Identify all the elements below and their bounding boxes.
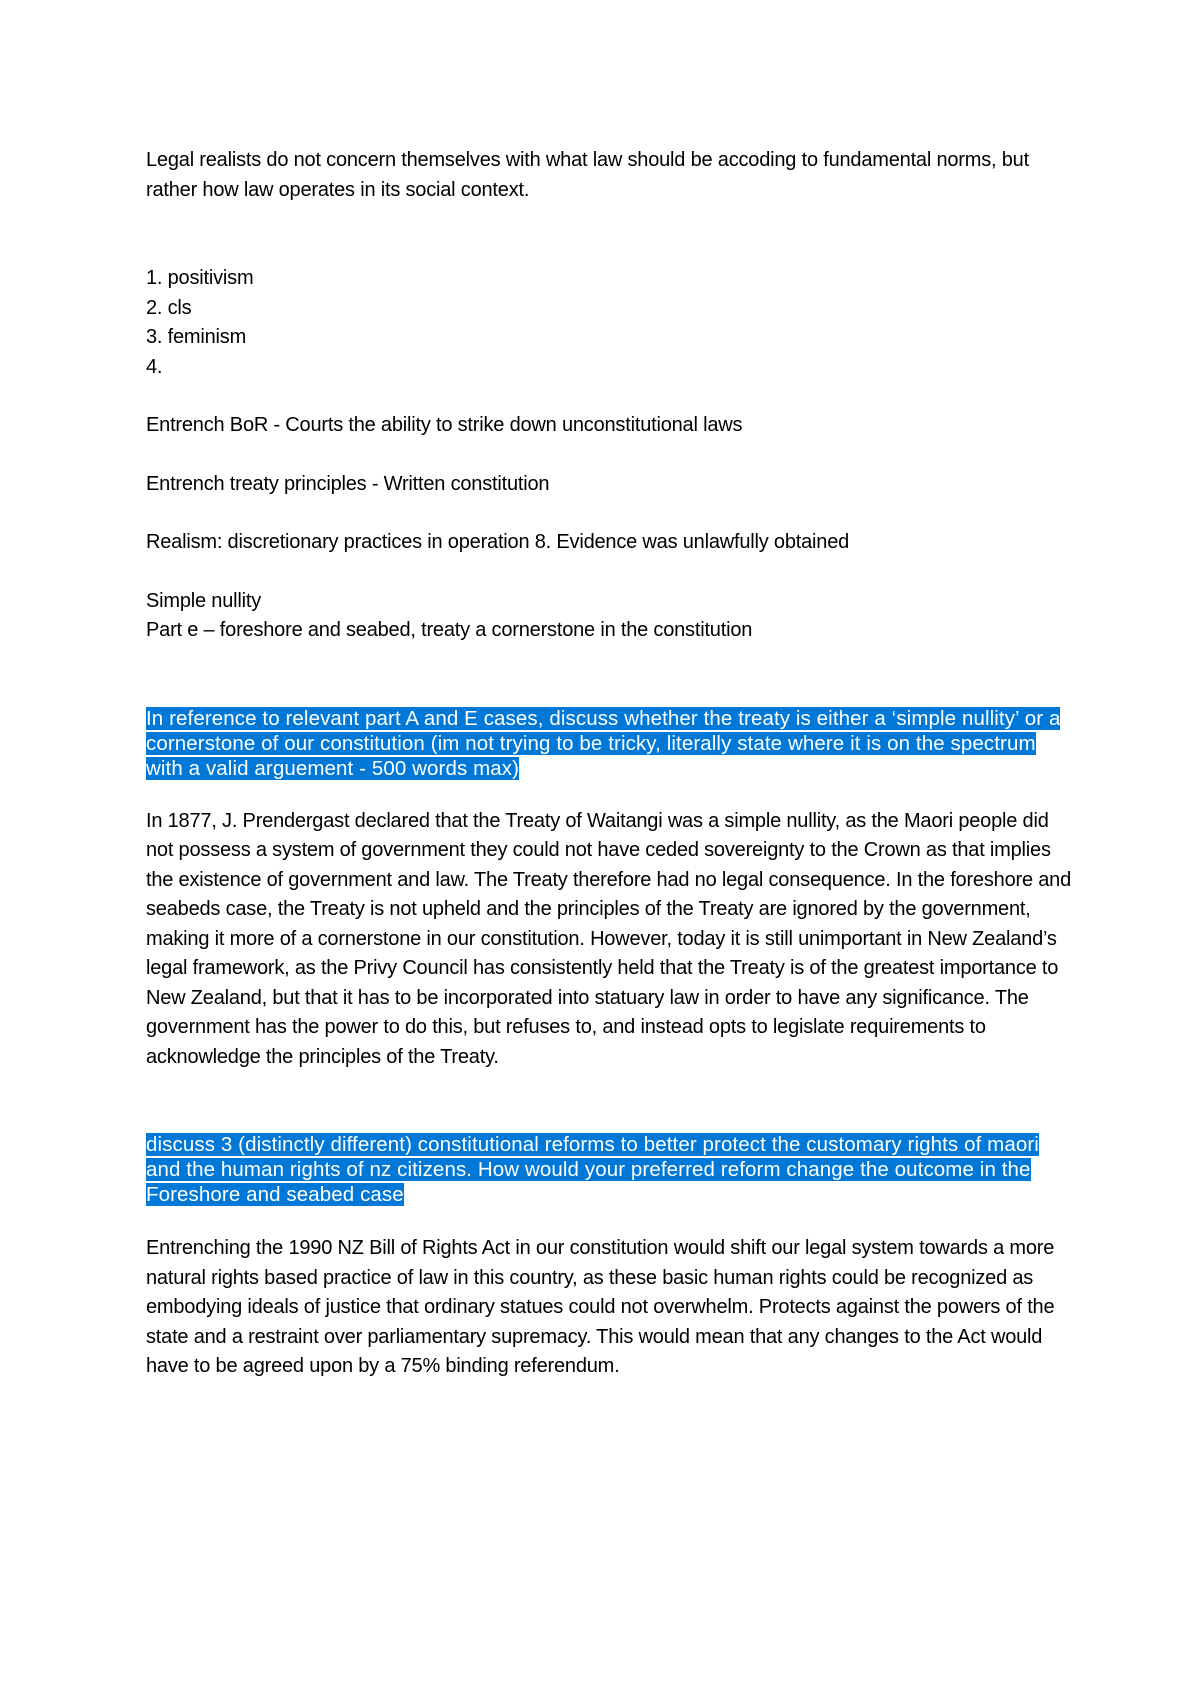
note-entrench-bor: Entrench BoR - Courts the ability to strike down unconstitutional laws [146,414,743,436]
question-2-text[interactable]: discuss 3 (distinctly different) constitutional reforms to better protect the customary rights of maori and the human rights of nz citizens. How would your preferred reform change the outcome in the Foreshore and seabed case [146,1133,1039,1206]
list-item: 2. cls [146,296,192,319]
question-2-highlighted [146,1132,1076,1207]
list-item: 4. [146,355,163,378]
document-body [146,146,1076,1382]
question-1-highlighted [146,706,1076,781]
note-part-e: Part e – foreshore and seabed, treaty a cornerstone in the constitution [146,619,753,641]
list-item: 1. positivism [146,267,254,289]
question-1-text[interactable]: In reference to relevant part A and E cases, discuss whether the treaty is either a ‘simple nullity’ or a cornerstone of our constitution (im not trying to be tricky, literally state where it is on the spectrum with a valid arguement - 500 words max) [146,706,1061,780]
answer-2-paragraph: Entrenching the 1990 NZ Bill of Rights Act in our constitution would shift our legal system towards a more natural rights based practice of law in this country, as these basic human rights could be recognized as embodying ideals of justice that ordinary statues could not overwhelm. Protects against the powers of the state and a restraint over parliamentary supremacy. This would mean that any changes to the Act would have to be agreed upon by a 75% binding referendum. [146,1237,1055,1377]
note-entrench-treaty: Entrench treaty principles - Written constitution [146,472,550,495]
answer-1-paragraph: In 1877, J. Prendergast declared that the Treaty of Waitangi was a simple nullity, as the Maori people did not possess a system of government they could not have ceded sovereignty to the Crown as that implies the existence of government and law. The Treaty therefore had no legal consequence. In the foreshore and seabeds case, the Treaty is not upheld and the principles of the Treaty are ignored by the government, making it more of a cornerstone in our constitution. However, today it is still unimportant in New Zealand’s legal framework, as the Privy Council has consistently held that the Treaty is of the greatest importance to New Zealand, but that it has to be incorporated into statuary law in order to have any significance. The government has the power to do this, but refuses to, and instead opts to legislate requirements to acknowledge the principles of the Treaty. [146,809,1072,1068]
intro-paragraph: Legal realists do not concern themselves with what law should be accoding to fundamental norms, but rather how law operates in its social context. [146,149,1029,201]
theory-list [146,264,1076,382]
list-item: 3. feminism [146,326,247,348]
note-simple-nullity: Simple nullity [146,589,262,612]
note-realism: Realism: discretionary practices in operation 8. Evidence was unlawfully obtained [146,531,850,553]
